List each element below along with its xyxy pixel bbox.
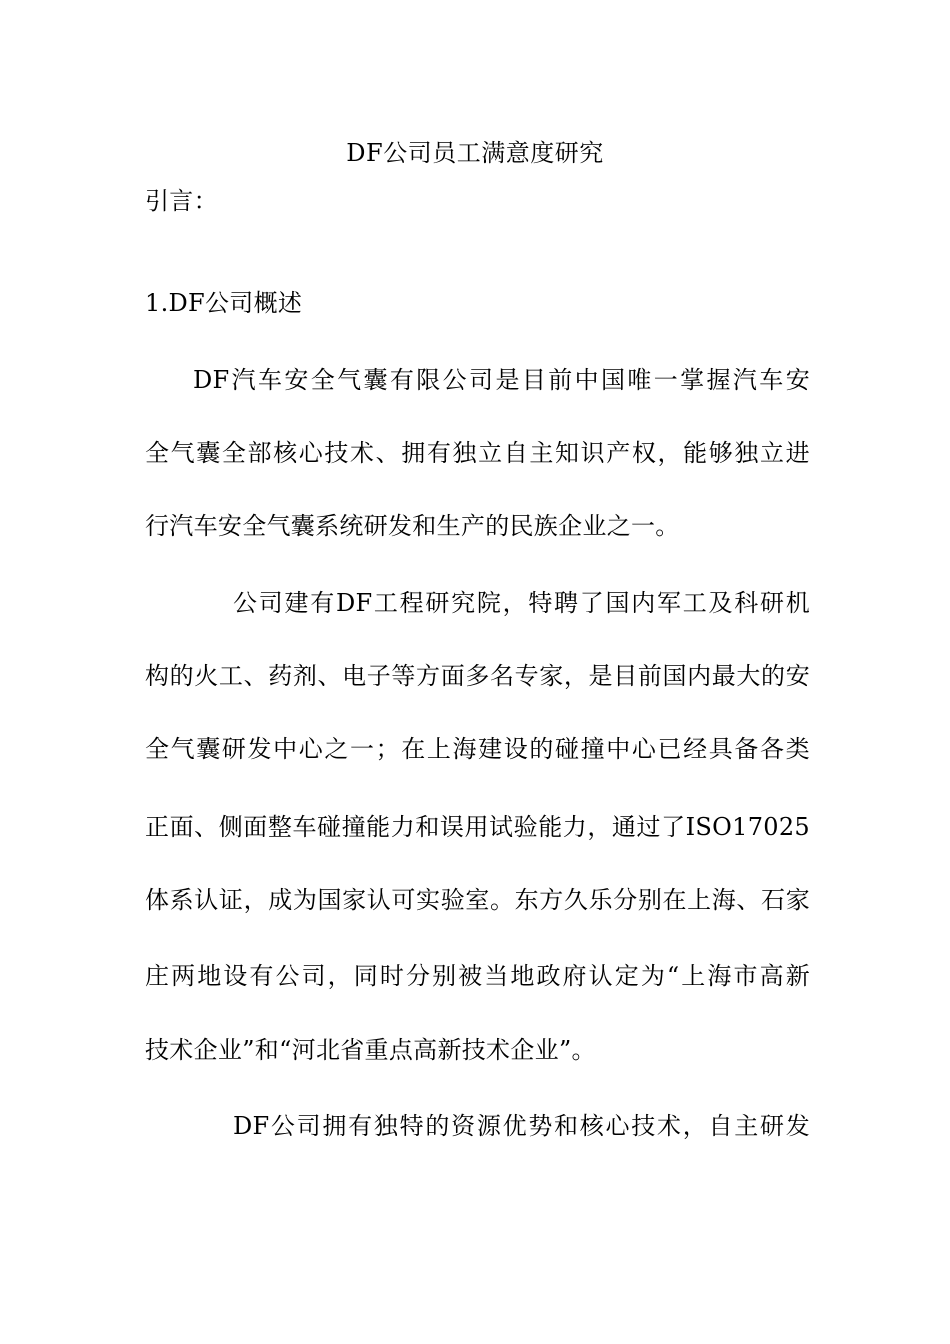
paragraph-line: 体系认证，成为国家认可实验室。东方久乐分别在上海、石家 <box>145 886 810 914</box>
paragraph-line: 公司建有DF工程研究院，特聘了国内军工及科研机 <box>233 589 810 617</box>
paragraph-line: 全气囊研发中心之一；在上海建设的碰撞中心已经具备各类 <box>145 735 810 763</box>
paragraph-line: 全气囊全部核心技术、拥有独立自主知识产权，能够独立进 <box>145 439 810 467</box>
paragraph-line: 技术企业”和“河北省重点高新技术企业”。 <box>145 1036 596 1064</box>
section-heading: 1.DF公司概述 <box>145 289 303 317</box>
paragraph-line: 正面、侧面整车碰撞能力和误用试验能力，通过了ISO17025 <box>145 813 810 841</box>
paragraph-line: 庄两地设有公司，同时分别被当地政府认定为“上海市高新 <box>145 962 810 990</box>
paragraph-line: DF公司拥有独特的资源优势和核心技术，自主研发 <box>233 1112 810 1140</box>
paragraph-line: 构的火工、药剂、电子等方面多名专家，是目前国内最大的安 <box>145 662 810 690</box>
intro-heading: 引言： <box>145 187 218 215</box>
document-title: DF公司员工满意度研究 <box>346 139 604 167</box>
paragraph-line: 行汽车安全气囊系统研发和生产的民族企业之一。 <box>145 512 680 540</box>
paragraph-line: DF汽车安全气囊有限公司是目前中国唯一掌握汽车安 <box>193 366 810 394</box>
